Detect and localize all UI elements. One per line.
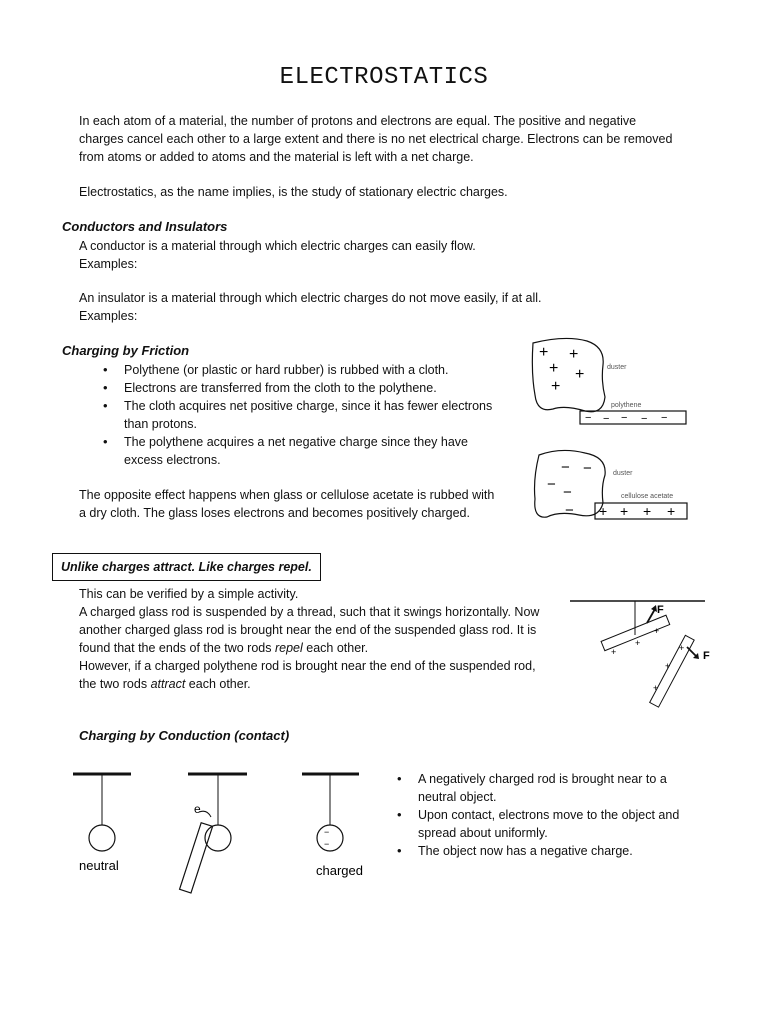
charged-sphere (317, 825, 343, 851)
plus-sign: + (575, 366, 585, 383)
polythene-label: polythene (611, 402, 642, 409)
plus-sign: + (679, 643, 685, 653)
plus-sign: + (551, 378, 561, 395)
friction-bullets (99, 361, 509, 469)
minus-sign: − (565, 502, 574, 519)
insulator-definition: An insulator is a material through which electric charges do not move easily, if at all. (79, 291, 542, 305)
paragraph-line: A charged glass rod is suspended by a thread, such that it swings horizontally. Now (79, 605, 540, 619)
paragraph-line: The opposite effect happens when glass or cellulose acetate is rubbed with (79, 488, 495, 502)
list-item: • The polythene acquires a net negative charge since they have excess electrons. (99, 433, 509, 469)
paragraph-line: another charged glass rod is brought near the end of the suspended glass rod. It is (79, 623, 537, 637)
plus-sign: + (599, 503, 608, 519)
minus-sign: − (324, 827, 330, 837)
list-item: • A negatively charged rod is brought near to a neutral object. (393, 770, 713, 806)
approaching-rod (650, 635, 695, 707)
conduction-heading: Charging by Conduction (contact) (79, 728, 290, 743)
electron-label: e (194, 802, 201, 816)
intro-line: from atoms or added to atoms and the material is left with a net charge. (79, 150, 474, 164)
opposite-effect-paragraph (79, 486, 494, 522)
list-item: • Polythene (or plastic or hard rubber) is rubbed with a cloth. (99, 361, 509, 379)
charged-label: charged (316, 863, 363, 878)
conductors-heading: Conductors and Insulators (62, 219, 228, 234)
list-item: • The object now has a negative charge. (393, 842, 713, 860)
suspended-rods-diagram (565, 595, 715, 715)
minus-sign: − (641, 413, 648, 425)
plus-sign: + (549, 360, 559, 377)
conduction-diagram (65, 765, 375, 895)
polythene-rod (580, 411, 686, 424)
neutral-sphere (89, 825, 115, 851)
charge-rule-box: Unlike charges attract. Like charges repel. (52, 553, 321, 581)
minus-sign: − (563, 484, 572, 501)
minus-sign: − (561, 459, 570, 476)
page-title: ELECTROSTATICS (279, 64, 489, 91)
plus-sign: + (667, 503, 676, 519)
intro-paragraph (79, 112, 719, 166)
minus-sign: − (621, 412, 628, 424)
plus-sign: + (643, 503, 652, 519)
paragraph-line: However, if a charged polythene rod is brought near the end of the suspended rod, (79, 659, 536, 673)
cellulose-acetate-label: cellulose acetate (621, 493, 674, 500)
list-item: • Electrons are transferred from the cloth to the polythene. (99, 379, 509, 397)
minus-sign: − (585, 412, 592, 424)
list-item: • Upon contact, electrons move to the object and spread about uniformly. (393, 806, 713, 842)
emphasis: repel (274, 641, 303, 655)
plus-sign: + (611, 647, 617, 657)
minus-sign: − (583, 460, 592, 477)
plus-sign: + (653, 683, 659, 693)
plus-sign: + (539, 344, 549, 361)
intro-line: In each atom of a material, the number of protons and electrons are equal. The positive and negative (79, 114, 637, 128)
electrostatics-definition: Electrostatics, as the name implies, is the study of stationary electric charges. (79, 185, 508, 199)
intro-line: charges cancel each other to a large extent and there is no net electrical charge. Electrons can be removed (79, 132, 673, 146)
friction-heading: Charging by Friction (62, 343, 190, 358)
plus-sign: + (635, 638, 641, 648)
minus-sign: − (603, 413, 610, 425)
list-item: • The cloth acquires net positive charge, since it has fewer electrons than protons. (99, 397, 509, 433)
minus-sign: − (324, 839, 330, 849)
minus-sign: − (661, 412, 668, 424)
paragraph-line: found that the ends of the two rods repel each other. (79, 641, 369, 655)
emphasis: attract (150, 677, 186, 691)
force-label: F (703, 650, 710, 662)
friction-diagram (525, 335, 705, 525)
duster-label: duster (607, 364, 627, 371)
paragraph-line: This can be verified by a simple activity. (79, 587, 299, 601)
plus-sign: + (654, 626, 660, 636)
force-label: F (657, 604, 664, 616)
plus-sign: + (569, 346, 579, 363)
conductor-examples: Examples: (79, 257, 138, 271)
conductor-definition: A conductor is a material through which electric charges can easily flow. (79, 239, 476, 253)
minus-sign: − (547, 476, 556, 493)
electron-arrow-icon (199, 811, 211, 817)
paragraph-line: the two rods attract each other. (79, 677, 251, 691)
conduction-bullets (393, 770, 713, 860)
rule-paragraph (79, 585, 559, 693)
paragraph-line: a dry cloth. The glass loses electrons and becomes positively charged. (79, 506, 470, 520)
insulator-examples: Examples: (79, 309, 138, 323)
plus-sign: + (665, 661, 671, 671)
duster-label: duster (613, 470, 633, 477)
charged-rod (180, 823, 213, 893)
plus-sign: + (620, 503, 629, 519)
neutral-label: neutral (79, 858, 119, 873)
